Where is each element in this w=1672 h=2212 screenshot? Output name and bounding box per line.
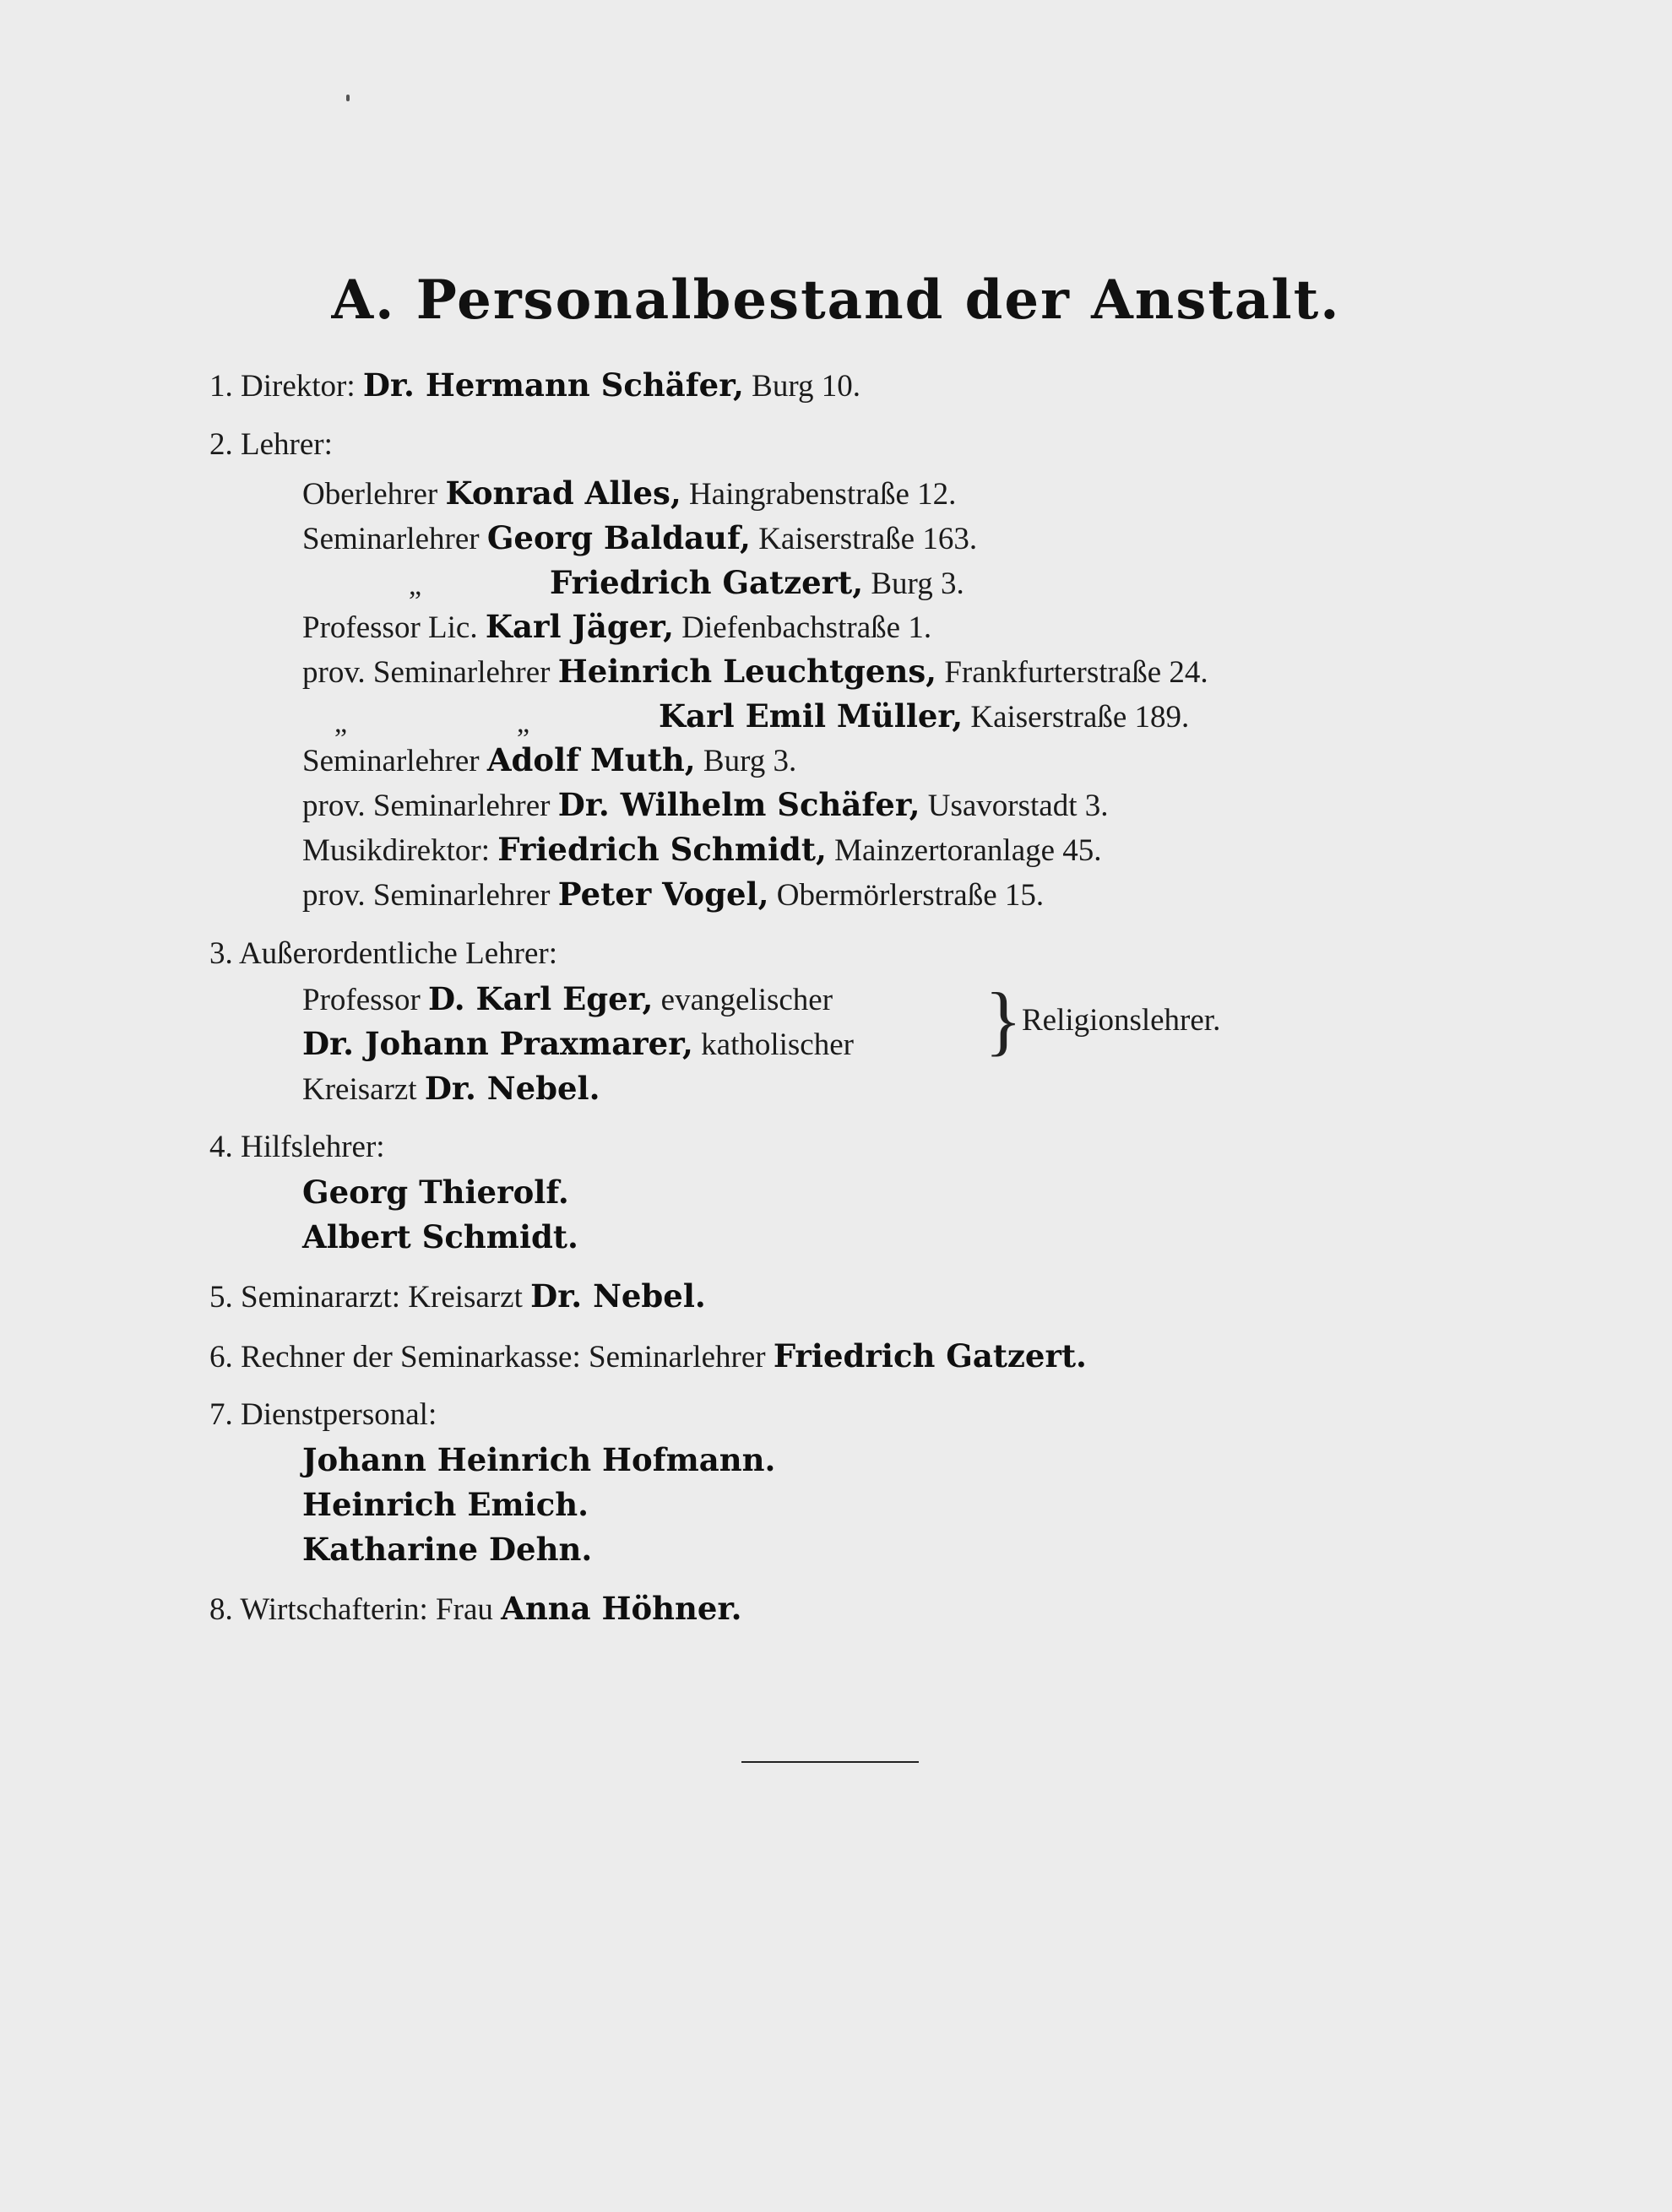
person-name: Anna Höhner. [501,1590,742,1627]
teacher-row [302,653,1208,691]
section-label: 3. Außerordentliche Lehrer: [209,936,557,971]
role: Professor Lic. [302,610,478,645]
person-name: Georg Thierolf. [302,1174,569,1211]
section-label: 2. Lehrer: [209,427,333,462]
person-name: Dr. Nebel. [424,1070,600,1107]
address: Diefenbachstraße 1. [681,610,932,645]
role: prov. Seminarlehrer [302,655,551,690]
person-name: Peter Vogel, [557,876,769,913]
person-name: Friedrich Gatzert, [550,564,864,601]
person-name: Konrad Alles, [445,474,681,512]
treasurer-line [209,1337,1087,1375]
role: prov. Seminarlehrer [302,878,551,913]
closing-rule [741,1761,919,1763]
assistant-name [302,1218,578,1256]
teacher-row [302,831,1102,869]
section-label: 1. Direktor: [209,369,356,404]
staff-name [302,1486,589,1524]
director-line [209,366,860,404]
teacher-row [302,474,956,512]
person-name: Dr. Johann Praxmarer, [302,1025,693,1062]
role: Seminarlehrer [302,522,480,556]
section-label: 6. Rechner der Seminarkasse: Seminarlehrer [209,1340,766,1374]
brace-mark: } [985,977,1023,1063]
note: katholischer [701,1027,854,1062]
address: Obermörlerstraße 15. [776,878,1045,913]
person-name: Georg Baldauf, [486,519,751,556]
section-label: 8. Wirtschafterin: Frau [209,1592,493,1627]
section-label: 4. Hilfslehrer: [209,1130,385,1164]
person-name: Dr. Hermann Schäfer, [362,366,744,404]
teacher-row [302,1025,854,1063]
teacher-row [302,741,796,779]
teacher-row [659,697,1189,735]
person-name: Karl Emil Müller, [659,697,964,735]
role: Oberlehrer [302,477,438,512]
person-name: Heinrich Emich. [302,1486,589,1523]
teacher-row [302,786,1109,824]
teacher-row [302,608,931,646]
ditto-mark: „ [334,708,348,739]
role: Kreisarzt [302,1072,417,1107]
role: Seminarlehrer [302,744,480,778]
role: Professor [302,983,421,1017]
address: Haingrabenstraße 12. [688,477,957,512]
address: Burg 3. [871,567,964,601]
staff-name [302,1531,592,1569]
person-name: Friedrich Gatzert. [773,1337,1087,1374]
person-name: Dr. Wilhelm Schäfer, [557,786,920,823]
ditto-mark: „ [409,570,422,601]
physician-line [209,1277,706,1315]
teacher-row [302,1070,600,1108]
person-name: Katharine Dehn. [302,1531,593,1568]
role: Musikdirektor: [302,833,490,868]
person-name: Karl Jäger, [485,608,674,645]
person-name: D. Karl Eger, [428,980,654,1017]
address: Frankfurterstraße 24. [944,655,1208,690]
person-name: Friedrich Schmidt, [497,831,827,868]
role: prov. Seminarlehrer [302,789,551,823]
address: Kaiserstraße 163. [758,522,978,556]
speck-mark [346,95,350,101]
assistant-name [302,1174,569,1212]
staff-name [302,1441,775,1479]
address: Burg 10. [752,369,860,404]
teacher-row [302,876,1044,914]
ditto-mark: „ [517,708,530,739]
teacher-row [302,980,833,1018]
person-name: Heinrich Leuchtgens, [557,653,937,690]
person-name: Albert Schmidt. [302,1218,578,1255]
address: Burg 3. [703,744,797,778]
teacher-row [550,564,964,602]
religion-label: Religionslehrer. [1022,1003,1221,1038]
housekeeper-line [209,1590,741,1628]
person-name: Dr. Nebel. [530,1277,706,1315]
address: Usavorstadt 3. [927,789,1109,823]
address: Kaiserstraße 189. [970,700,1190,735]
person-name: Adolf Muth, [486,741,696,778]
teacher-row [302,519,977,557]
page-title: A. Personalbestand der Anstalt. [331,268,1341,332]
note: evangelischer [660,983,833,1017]
address: Mainzertoranlage 45. [834,833,1102,868]
person-name: Johann Heinrich Hofmann. [302,1441,776,1478]
section-label: 5. Seminararzt: Kreisarzt [209,1280,523,1315]
section-label: 7. Dienstpersonal: [209,1397,437,1432]
